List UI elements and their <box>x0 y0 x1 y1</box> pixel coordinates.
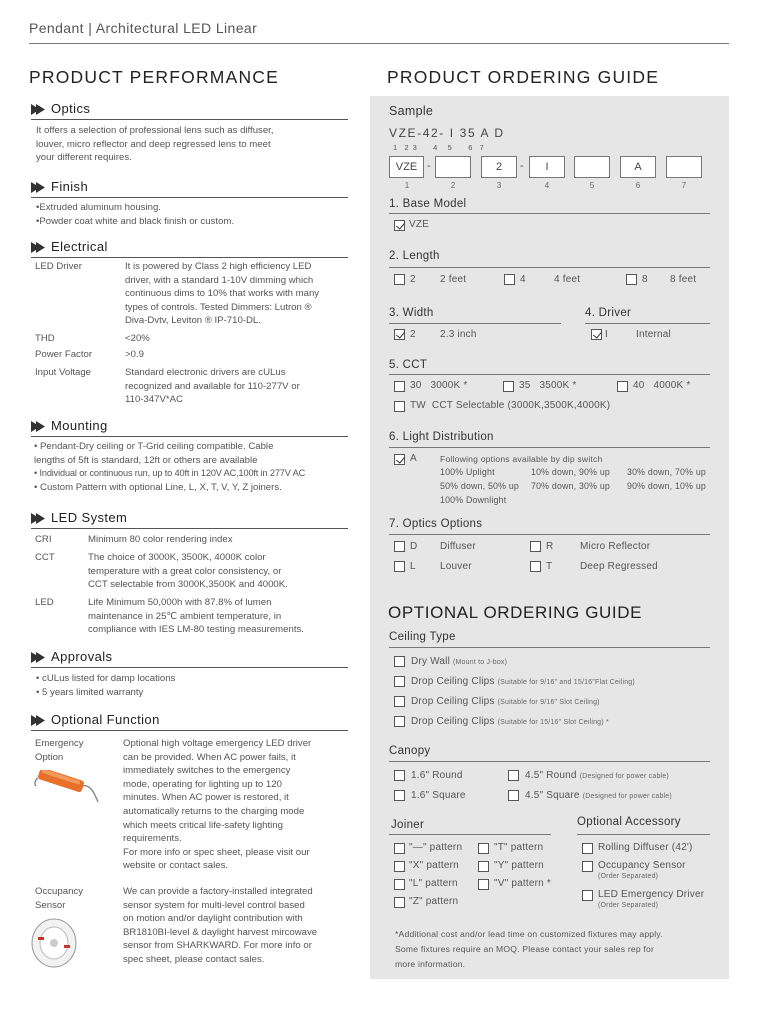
code-dash: - <box>520 160 524 172</box>
section-arrow-icon <box>31 513 46 524</box>
length-4-checkbox[interactable] <box>504 274 515 285</box>
joiner-option-checkbox[interactable] <box>478 843 489 854</box>
optics-l-checkbox[interactable] <box>394 561 405 572</box>
approvals-section-header <box>31 649 348 668</box>
optics-code: T <box>546 561 553 572</box>
accessory-option-checkbox[interactable] <box>582 890 593 901</box>
distribution-option: 10% down, 90% up <box>531 467 611 477</box>
length-2-checkbox[interactable] <box>394 274 405 285</box>
optics-code: R <box>546 541 554 552</box>
sample-label: Sample <box>389 104 434 118</box>
width-code: 2 <box>410 329 416 340</box>
finish-section-header <box>31 179 348 198</box>
accessory-option-checkbox[interactable] <box>582 861 593 872</box>
occupancy-text: We can provide a factory-installed integrated sensor system for multi-level control based on motion and/or daylight contribution with BR1810BI-level & daylight harvest mircowave sensor from SHARKWARD. For more info or spec sheet, please contact sales. <box>123 886 318 965</box>
distribution-option: 90% down, 10% up <box>627 481 707 491</box>
electrical-section-header <box>31 239 348 258</box>
distribution-checkbox[interactable] <box>394 454 405 465</box>
electrical-heading: Electrical <box>51 239 108 254</box>
accessory-option: Rolling Diffuser (42') <box>598 842 693 853</box>
cct-30-checkbox[interactable] <box>394 381 405 392</box>
section-arrow-icon <box>31 104 46 115</box>
joiner-option-checkbox[interactable] <box>394 897 405 908</box>
length-text: 8 feet <box>670 274 697 285</box>
optics-text: Louver <box>440 561 472 572</box>
joiner-option: "T" pattern <box>494 842 544 853</box>
length-heading: 2. Length <box>389 250 440 262</box>
joiner-option: "Z" pattern <box>409 896 459 907</box>
performance-title: PRODUCT PERFORMANCE <box>29 67 279 87</box>
emergency-label: Emergency Option <box>35 738 84 763</box>
driver-text: Internal <box>636 329 671 340</box>
section-divider <box>389 267 710 268</box>
optics-t-checkbox[interactable] <box>530 561 541 572</box>
width-checkbox[interactable] <box>394 329 405 340</box>
accessory-option-checkbox[interactable] <box>582 843 593 854</box>
header-divider <box>29 43 729 44</box>
power-factor-label: Power Factor <box>35 349 93 360</box>
optics-text: Micro Reflector <box>580 541 651 552</box>
section-divider <box>577 834 710 835</box>
sample-code-numbers: 1 2 3 4 5 6 7 <box>393 143 485 152</box>
led-text: Life Minimum 50,000h with 87.8% of lumen maintenance in 25℃ ambient temperature, in compliance with IES LM-80 testing measurements. <box>88 597 304 636</box>
approvals-heading: Approvals <box>51 649 113 664</box>
ceiling-option-checkbox[interactable] <box>394 696 405 707</box>
optics-text: It offers a selection of professional lens such as diffuser, louver, micro reflector and deep regressed lens to meet your different requires. <box>36 125 274 164</box>
ceiling-type-heading: Ceiling Type <box>389 631 456 643</box>
distribution-option: 50% down, 50% up <box>440 481 520 491</box>
code-box-number: 7 <box>681 181 687 190</box>
section-divider <box>389 447 710 448</box>
optics-text: Deep Regressed <box>580 561 658 572</box>
width-text: 2.3 inch <box>440 329 477 340</box>
joiner-option-checkbox[interactable] <box>394 843 405 854</box>
driver-code: I <box>605 329 608 340</box>
finish-text: •Extruded aluminum housing. •Powder coat white and black finish or custom. <box>36 202 234 227</box>
cct-text: The choice of 3000K, 3500K, 4000K color temperature with a great color consistency, or CCT selectable from 3000K,3500K and 4000K. <box>88 552 288 591</box>
section-arrow-icon <box>31 421 46 432</box>
led-driver-text: It is powered by Class 2 high efficiency LED driver, with a standard 1-10V dimming which continuous dims to 10% that works with many types of controls. Tested Dimmers: Lutron ® Diva-Dvtv, Leviton ® IP-710-DL. <box>125 261 320 327</box>
canopy-option-checkbox[interactable] <box>508 770 519 781</box>
optics-code: D <box>410 541 418 552</box>
joiner-heading: Joiner <box>391 819 425 831</box>
joiner-option-checkbox[interactable] <box>478 861 489 872</box>
optional-function-section-header <box>31 712 348 731</box>
section-divider <box>389 323 561 324</box>
code-box-5 <box>574 156 610 178</box>
width-heading: 3. Width <box>389 307 434 319</box>
accessory-option: LED Emergency Driver <box>598 889 705 900</box>
input-voltage-text: Standard electronic drivers are cULus recognized and available for 110-277V or 110-347V*AC <box>125 367 300 406</box>
code-box-7 <box>666 156 702 178</box>
optics-heading: Optics <box>51 101 91 116</box>
occupancy-label: Occupancy Sensor <box>35 886 83 911</box>
code-box-number: 1 <box>404 181 410 190</box>
canopy-option: 4.5" Square (Designed for power cable) <box>525 790 672 801</box>
code-box-6: A <box>620 156 656 178</box>
section-divider <box>389 534 710 535</box>
mounting-text: • Pendant-Dry ceiling or T-Grid ceiling compatible. Cable lengths of 5ft is standard, 12ft or others are available • Individual or continuous run, up to 40ft in 120V AC,100ft in 277V AC • Custom Pattern with optional Line, L, X, T, V, Y, Z joiners. <box>34 441 306 493</box>
distribution-option: 30% down, 70% up <box>627 467 707 477</box>
power-factor-value: >0.9 <box>125 349 144 360</box>
finish-heading: Finish <box>51 179 89 194</box>
footnote: *Additional cost and/or lead time on customized fixtures may apply. Some fixtures require an MOQ. Please contact your sales rep for more information. <box>395 929 663 969</box>
accessory-note: (Order Separated) <box>598 902 659 909</box>
canopy-option: 1.6" Round <box>411 770 463 781</box>
led-label: LED <box>35 597 54 608</box>
cct-35-checkbox[interactable] <box>503 381 514 392</box>
section-divider <box>389 647 710 648</box>
code-box-number: 5 <box>589 181 595 190</box>
length-code: 4 <box>520 274 526 285</box>
code-box-number: 3 <box>496 181 502 190</box>
length-code: 2 <box>410 274 416 285</box>
ceiling-option: Drop Ceiling Clips (Suitable for 15/16" Slot Ceiling) * <box>411 716 609 727</box>
distribution-code: A <box>410 453 417 464</box>
section-divider <box>389 834 551 835</box>
mounting-section-header <box>31 418 348 437</box>
base-model-heading: 1. Base Model <box>389 198 467 210</box>
code-box-3: 2 <box>481 156 517 178</box>
emergency-driver-image <box>32 770 100 808</box>
joiner-option: "Y" pattern <box>494 860 544 871</box>
section-divider <box>389 213 710 214</box>
section-arrow-icon <box>31 715 46 726</box>
cct-option: 35 3500K * <box>519 380 577 391</box>
length-text: 2 feet <box>440 274 467 285</box>
led-driver-label: LED Driver <box>35 261 82 272</box>
joiner-option: "—" pattern <box>409 842 463 853</box>
sample-code: VZE-42- I 35 A D <box>389 126 505 140</box>
distribution-option: 100% Uplight <box>440 467 495 477</box>
thd-value: <20% <box>125 333 150 344</box>
approvals-text: • cULus listed for damp locations • 5 years limited warranty <box>36 673 176 698</box>
accessory-heading: Optional Accessory <box>577 816 681 828</box>
canopy-option-checkbox[interactable] <box>508 790 519 801</box>
optics-options-heading: 7. Optics Options <box>389 518 483 530</box>
accessory-note: (Order Separated) <box>598 873 659 880</box>
cct-option: 30 3000K * <box>410 380 468 391</box>
ceiling-option: Dry Wall (Mount to J-box) <box>411 656 508 667</box>
code-box-number: 6 <box>635 181 641 190</box>
led-system-heading: LED System <box>51 510 128 525</box>
section-arrow-icon <box>31 652 46 663</box>
code-dash: - <box>427 160 431 172</box>
ordering-guide-title: PRODUCT ORDERING GUIDE <box>387 67 660 87</box>
joiner-option: "V" pattern * <box>494 878 551 889</box>
light-distribution-heading: 6. Light Distribution <box>389 431 494 443</box>
occupancy-sensor-image <box>30 915 78 970</box>
section-arrow-icon <box>31 182 46 193</box>
canopy-heading: Canopy <box>389 745 431 757</box>
code-box-4: I <box>529 156 565 178</box>
optics-code: L <box>410 561 416 572</box>
optics-r-checkbox[interactable] <box>530 541 541 552</box>
cct-40-checkbox[interactable] <box>617 381 628 392</box>
length-text: 4 feet <box>554 274 581 285</box>
joiner-option: "X" pattern <box>409 860 459 871</box>
optics-section-header <box>31 101 348 120</box>
section-divider <box>389 374 710 375</box>
length-8-checkbox[interactable] <box>626 274 637 285</box>
page-header: Pendant | Architectural LED Linear <box>29 20 258 36</box>
mounting-heading: Mounting <box>51 418 108 433</box>
cct-option: 40 4000K * <box>633 380 691 391</box>
length-code: 8 <box>642 274 648 285</box>
ceiling-option: Drop Ceiling Clips (Suitable for 9/16" Slot Ceiling) <box>411 696 600 707</box>
canopy-option-checkbox[interactable] <box>394 770 405 781</box>
joiner-option-checkbox[interactable] <box>394 861 405 872</box>
optics-d-checkbox[interactable] <box>394 541 405 552</box>
optional-function-heading: Optional Function <box>51 712 160 727</box>
distribution-intro: Following options available by dip switch <box>440 454 603 464</box>
thd-label: THD <box>35 333 55 344</box>
ceiling-option: Drop Ceiling Clips (Suitable for 9/16" and 15/16"Flat Ceiling) <box>411 676 635 687</box>
section-divider <box>389 761 710 762</box>
code-box-1: VZE <box>389 156 424 178</box>
cct-heading: 5. CCT <box>389 359 428 371</box>
joiner-option-checkbox[interactable] <box>478 879 489 890</box>
joiner-option: "L" pattern <box>409 878 458 889</box>
joiner-option-checkbox[interactable] <box>394 879 405 890</box>
base-model-option: VZE <box>409 219 430 230</box>
canopy-option-checkbox[interactable] <box>394 790 405 801</box>
cri-label: CRI <box>35 534 52 545</box>
input-voltage-label: Input Voltage <box>35 367 92 378</box>
accessory-option: Occupancy Sensor <box>598 860 686 871</box>
led-system-section-header <box>31 510 348 529</box>
ceiling-option-checkbox[interactable] <box>394 676 405 687</box>
base-model-checkbox[interactable] <box>394 220 405 231</box>
distribution-option: 100% Downlight <box>440 495 507 505</box>
section-arrow-icon <box>31 242 46 253</box>
cri-value: Minimum 80 color rendering index <box>88 534 233 545</box>
driver-heading: 4. Driver <box>585 307 632 319</box>
code-box-number: 2 <box>450 181 456 190</box>
cct-tw-checkbox[interactable] <box>394 401 405 412</box>
distribution-option: 70% down, 30% up <box>531 481 611 491</box>
cct-label: CCT <box>35 552 55 563</box>
code-box-number: 4 <box>544 181 550 190</box>
cct-tw-option: TW CCT Selectable (3000K,3500K,4000K) <box>410 400 611 411</box>
canopy-option: 1.6" Square <box>411 790 466 801</box>
emergency-text: Optional high voltage emergency LED driver can be provided. When AC power fails, it immediately switches to the emergency mode, operating for lighting up to 120 minutes. When AC power is restored, it automatically returns to the charging mode which meets critical life-safety lighting requirements. For more info or spec sheet, please visit our website or contact sales. <box>123 738 312 872</box>
ceiling-option-checkbox[interactable] <box>394 656 405 667</box>
driver-checkbox[interactable] <box>591 329 602 340</box>
code-box-2 <box>435 156 471 178</box>
optional-ordering-title: OPTIONAL ORDERING GUIDE <box>388 603 643 622</box>
ceiling-option-checkbox[interactable] <box>394 716 405 727</box>
optics-text: Diffuser <box>440 541 476 552</box>
canopy-option: 4.5" Round (Designed for power cable) <box>525 770 669 781</box>
section-divider <box>585 323 710 324</box>
